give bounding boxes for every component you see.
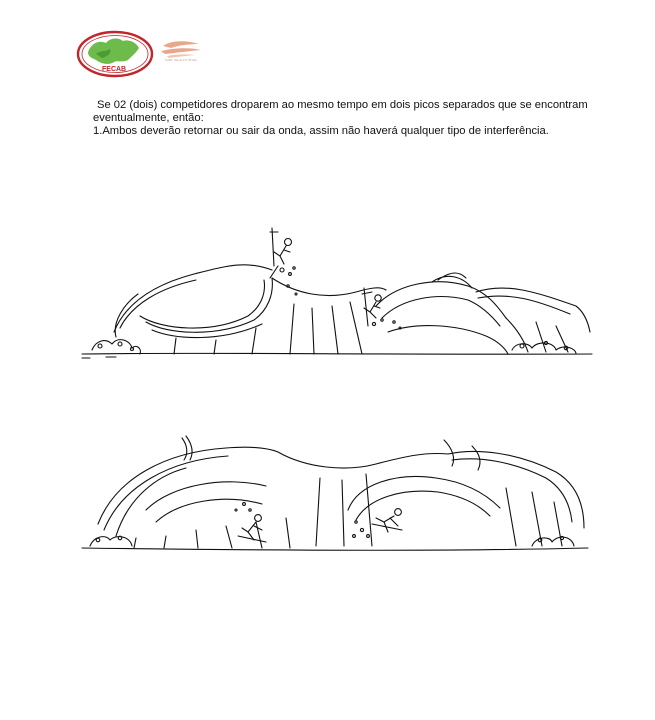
fecab-logo bbox=[76, 30, 154, 78]
secondary-logo bbox=[157, 38, 205, 68]
secondary-logo-caption: SURF DE ALTO NÍVEL bbox=[164, 58, 198, 62]
rule-intro: Se 02 (dois) competidores droparem ao mesmo tempo em dois picos separados que se encontram eventualmente, então: bbox=[93, 99, 588, 124]
rule-item-1: 1.Ambos deverão retornar ou sair da onda, assim não haverá qualquer tipo de interferência. bbox=[93, 125, 549, 137]
illustration-both-pull-out bbox=[76, 418, 596, 558]
illustration-two-peaks-drop bbox=[76, 222, 596, 367]
rule-text bbox=[93, 99, 613, 138]
fecab-logo-text: FECAB bbox=[102, 66, 127, 73]
